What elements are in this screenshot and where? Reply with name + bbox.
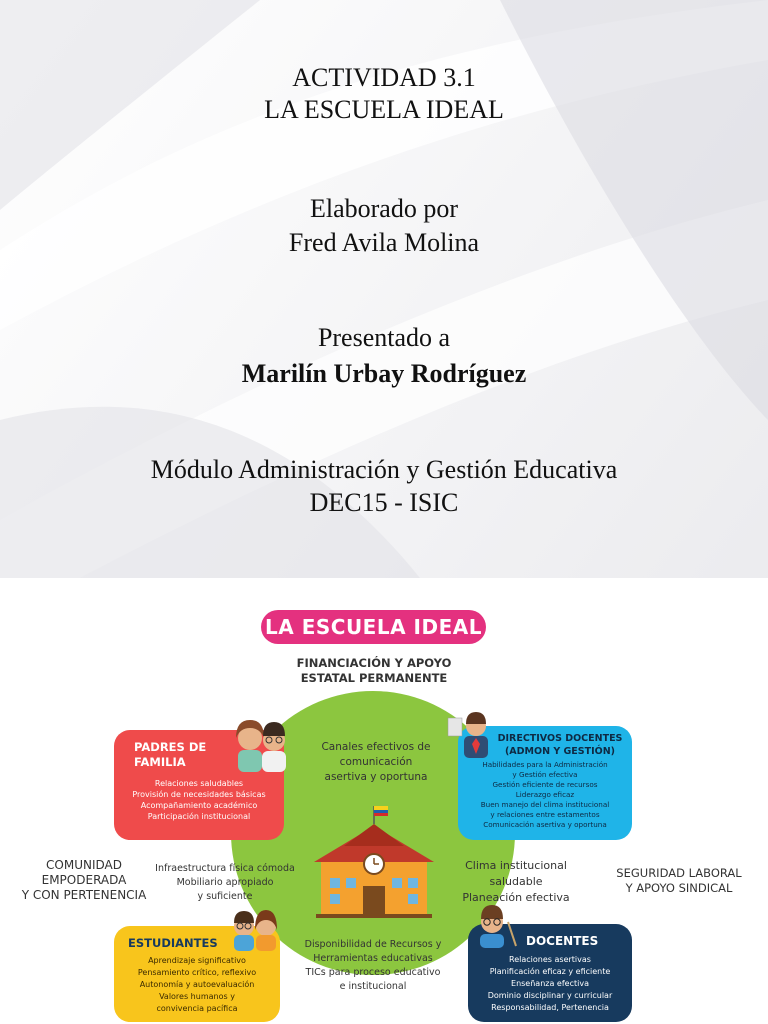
docentes-item: Relaciones asertivas [509,955,591,964]
financing-line: FINANCIACIÓN Y APOYO [296,656,452,670]
slide-heading: LA ESCUELA IDEAL [264,95,504,124]
estudiantes-items [114,955,280,1015]
infrastructure-line: Mobiliario apropiado [176,877,274,888]
padres-item: Acompañamiento académico [140,801,258,810]
communication-line: asertiva y oportuna [324,771,428,783]
infrastructure-text [140,862,310,904]
infographic [0,578,768,1024]
communication-line: comunicación [339,756,413,768]
directivos-item: y relaciones entre estamentos [490,810,600,819]
directivos-title-line: DIRECTIVOS DOCENTES [497,733,623,744]
activity-label: ACTIVIDAD 3.1 [292,63,476,92]
climate-line: Clima institucional [465,859,567,872]
recipient-name: Marilín Urbay Rodríguez [241,359,527,388]
padres-card [114,730,284,840]
estudiantes-card [114,926,280,1022]
climate-line: saludable [489,875,543,888]
infrastructure-line: y suficiente [197,891,253,902]
directivos-item: Liderazgo eficaz [515,790,575,799]
estudiantes-item: Autonomía y autoevaluación [139,980,255,989]
estudiantes-title: ESTUDIANTES [128,936,218,950]
security-line: SEGURIDAD LABORAL [616,866,742,880]
author-name: Fred Avila Molina [288,228,480,257]
directivos-item: Buen manejo del clima institucional [480,800,610,809]
presented-label: Presentado a [317,323,451,352]
directivos-items [458,760,632,830]
resources-line: Disponibilidad de Recursos y [304,939,442,950]
resources-text [288,938,458,994]
estudiantes-item: Pensamiento crítico, reflexivo [137,968,257,977]
directivos-item: Habilidades para la Administración [482,760,608,769]
community-line: EMPODERADA [41,873,127,887]
docentes-item: Responsabilidad, Pertenencia [491,1003,609,1012]
estudiantes-item: Aprendizaje significativo [148,956,246,965]
padres-title-line: PADRES DE [134,740,207,754]
directivos-item: Gestión eficiente de recursos [492,780,598,789]
infrastructure-line: Infraestructura física cómoda [155,863,295,874]
resources-line: e institucional [339,981,407,992]
directivos-title-line: (ADMON Y GESTIÓN) [504,746,616,757]
security-line: Y APOYO SINDICAL [625,881,733,895]
infographic-title: LA ESCUELA IDEAL [261,610,486,644]
directivos-item: Comunicación asertiva y oportuna [483,820,607,829]
module-code: DEC15 - ISIC [309,488,459,517]
docentes-items [468,954,632,1014]
security-text [596,866,762,896]
padres-title-line: FAMILIA [134,755,186,769]
financing-text [244,656,504,686]
docentes-card [468,924,632,1022]
directivos-item: y Gestión efectiva [512,770,578,779]
resources-line: Herramientas educativas [313,953,433,964]
padres-item: Provisión de necesidades básicas [132,790,266,799]
estudiantes-item: convivencia pacífica [156,1004,238,1013]
resources-line: TICs para proceso educativo [305,967,441,978]
directivos-card [458,726,632,840]
padres-item: Participación institucional [147,812,251,821]
padres-item: Relaciones saludables [154,779,244,788]
elaborated-label: Elaborado por [309,194,458,223]
communication-text [296,740,456,785]
communication-line: Canales efectivos de [321,741,431,753]
community-line: COMUNIDAD [46,858,122,872]
docentes-item: Planificación eficaz y eficiente [489,967,611,976]
module-name: Módulo Administración y Gestión Educativa [150,455,618,484]
docentes-item: Dominio disciplinar y curricular [487,991,613,1000]
climate-text [446,858,586,906]
community-line: Y CON PERTENENCIA [21,888,147,902]
docentes-item: Enseñanza efectiva [511,979,589,988]
climate-line: Planeación efectiva [462,891,570,904]
directivos-title [488,732,632,758]
docentes-title: DOCENTES [526,934,599,948]
padres-items [114,778,284,822]
padres-title [134,740,206,770]
financing-line: ESTATAL PERMANENTE [300,671,448,685]
estudiantes-item: Valores humanos y [159,992,235,1001]
